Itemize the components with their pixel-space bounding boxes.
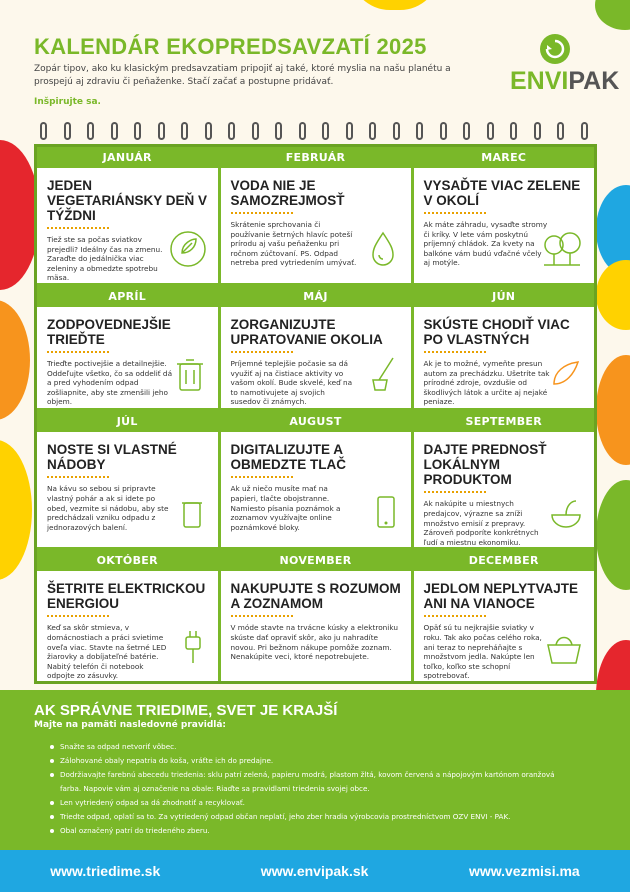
rule-item: Triedte odpad, oplatí sa to. Za vytriedený odpad občan neplatí, jeho zber hradia výrobcovia prostredníctvom OZV ENVI - PAK. — [50, 810, 570, 824]
month-card-april — [37, 286, 218, 409]
calendar-ring — [322, 122, 329, 140]
cup-icon — [178, 493, 208, 533]
tip-text: Opäť sú tu nejkrajšie sviatky v roku. Tak ako počas celého roka, ani teraz to nepreháňajte s množstvom jedla. Nakúpte len toľko, koľko ste schopní spotrebovať. — [423, 623, 542, 681]
tip-text: Skrátenie sprchovania či používanie šetrných hlavíc poteší prírodu aj vašu peňaženku pri ročnom zúčtovaní. PS. Odpad netreba pred vytriedením umývať. — [230, 220, 357, 268]
inspire-text: Inšpirujte sa. — [34, 97, 101, 107]
recycle-icon — [540, 34, 570, 64]
divider — [424, 212, 486, 214]
divider — [47, 615, 109, 617]
calendar-rings — [40, 122, 592, 142]
divider — [424, 491, 486, 493]
calendar-ring — [181, 122, 188, 140]
rule-item: Len vytriedený odpad sa dá zhodnotiť a recyklovať. — [50, 796, 570, 810]
tip-title: ZODPOVEDNEJŠIE TRIEĎTE — [47, 316, 171, 347]
tip-text: V móde stavte na trvácne kúsky a elektroniku skúste dať opraviť skôr, ako ju nahradíte novou. Pri bežnom nákupe pomôže zoznam. Nenakúpite veci, ktoré nepotrebujete. — [230, 623, 398, 662]
page-title: KALENDÁR EKOPREDSAVZATÍ 2025 — [34, 34, 427, 59]
trees-icon — [540, 229, 584, 269]
month-card-december — [414, 550, 595, 681]
rules-list — [50, 740, 570, 838]
deco-circle-orange-right — [596, 355, 630, 465]
divider — [47, 351, 109, 353]
calendar-ring — [111, 122, 118, 140]
month-label: MÁJ — [221, 286, 411, 307]
rule-item: Obal označený patrí do triedeného zberu. — [50, 824, 570, 838]
month-card-june — [414, 286, 595, 409]
calendar-ring — [87, 122, 94, 140]
month-card-january — [37, 147, 218, 283]
month-label: MAREC — [414, 147, 595, 168]
month-card-may — [221, 286, 411, 409]
tip-title: NOSTE SI VLASTNÉ NÁDOBY — [47, 442, 177, 473]
divider — [231, 212, 293, 214]
tip-title: VYSAĎTE VIAC ZELENE V OKOLÍ — [423, 178, 581, 208]
calendar-ring — [416, 122, 423, 140]
calendar-ring — [134, 122, 141, 140]
month-card-march — [414, 147, 595, 283]
divider — [231, 615, 293, 617]
month-label: DECEMBER — [414, 550, 595, 571]
tip-title: SKÚSTE CHODIŤ VIAC PO VLASTNÝCH — [423, 316, 570, 347]
basket-icon — [544, 627, 584, 667]
month-card-february — [221, 147, 411, 283]
tip-text: Tiež ste sa počas sviatkov prejedli? Ideálny čas na zmenu. Zaraďte do jedálnička viac zeleniny a obmedzte spotrebu mäsa. — [47, 235, 163, 283]
divider — [231, 476, 293, 478]
month-card-july — [37, 411, 218, 547]
link-triedime[interactable]: www.triedime.sk — [50, 863, 161, 879]
deco-circle-yellow-left — [0, 440, 32, 580]
calendar-grid — [34, 144, 597, 684]
deco-circle-orange-left — [0, 300, 30, 420]
phone-icon — [371, 493, 401, 533]
calendar-ring — [369, 122, 376, 140]
intro-text: Zopár tipov, ako ku klasickým predsavzatiam pripojiť aj také, ktoré myslia na našu planétu a prospejú aj zdraviu či peňaženke. Stačí začať a postupne pridávať. — [34, 64, 451, 87]
deco-circle-green — [595, 0, 630, 30]
shoe-icon — [548, 354, 584, 394]
footer-links — [0, 850, 630, 892]
tip-title: VODA NIE JE SAMOZREJMOSŤ — [230, 178, 345, 208]
tip-title: NAKUPUJTE S ROZUMOM A ZOZNAMOM — [230, 581, 401, 612]
tip-text: Ak je to možné, vymeňte presun autom za prechádzku. Ušetríte tak prírodné zdroje, ovzdušie od škodlivých látok a určite aj nejaké peniaze. — [423, 358, 550, 407]
deco-circle-yellow — [350, 0, 440, 10]
calendar-ring — [158, 122, 165, 140]
deco-circle-green-right — [596, 480, 630, 590]
tip-title: ZORGANIZUJTE UPRATOVANIE OKOLIA — [230, 316, 383, 347]
divider — [47, 227, 109, 229]
plug-icon — [178, 627, 208, 667]
calendar-ring — [534, 122, 541, 140]
tip-text: Ak už niečo musíte mať na papieri, tlačte obojstranne. Namiesto písania poznámok a zoznamov využívajte online poznámkové bloky. — [230, 484, 341, 532]
tip-text: Ak nakúpite u miestnych predajcov, výrazne sa zníži množstvo emisií z prepravy. Zároveň podporíte konkrétnych ľudí a miestnu ekonomiku. — [423, 499, 539, 547]
month-label: JÚL — [37, 411, 218, 432]
rules-heading: AK SPRÁVNE TRIEDIME, SVET JE KRAJŠÍ — [34, 702, 338, 719]
calendar-ring — [487, 122, 494, 140]
rule-item: Dodržiavajte farebnú abecedu triedenia: sklu patrí zelená, papieru modrá, plastom žltá, kovom červená a nápojovým kartónom oranžová farba. Napovie vám aj označenie na obale: Riaďte sa pravidlami triedenia svojej obce. — [50, 768, 570, 796]
calendar-ring — [393, 122, 400, 140]
tip-text: Keď sa skôr stmieva, v domácnostiach a práci svietime oveľa viac. Stavte na šetrné LED žiarovky a dobíjateľné batérie. Nabitý telefón či notebook odpojte zo zásuvky. — [47, 623, 167, 681]
month-label: APRÍL — [37, 286, 218, 307]
tip-title: ŠETRITE ELEKTRICKOU ENERGIOU — [47, 581, 206, 612]
divider — [231, 351, 293, 353]
calendar-ring — [463, 122, 470, 140]
month-card-november — [221, 550, 411, 681]
month-label: OKTÓBER — [37, 550, 218, 571]
calendar-ring — [581, 122, 588, 140]
month-card-august — [221, 411, 411, 547]
logo-text-pak: PAK — [568, 67, 620, 95]
tip-text: Príjemné teplejšie počasie sa dá využiť aj na čistiace aktivity vo vašom okolí. Bude skvelé, keď na to namotivujete aj svojich susedov či známych. — [230, 358, 353, 407]
month-label: JANUÁR — [37, 147, 218, 168]
tip-text: Ak máte záhradu, vysaďte stromy či kríky. V lete vám poskytnú príjemný chládok. Za kvety na balkóne vám budú vďačné včely aj motýle. — [423, 220, 548, 268]
deco-circle-yellow-right — [596, 260, 630, 330]
divider — [424, 615, 486, 617]
calendar-ring — [252, 122, 259, 140]
calendar-ring — [299, 122, 306, 140]
logo-text-envi: ENVI — [510, 67, 569, 95]
tip-title: DAJTE PREDNOSŤ LOKÁLNYM PRODUKTOM — [423, 442, 547, 488]
calendar-ring — [510, 122, 517, 140]
tip-text: Na kávu so sebou si pripravte vlastný pohár a ak si idete po obed, vezmite si nádobu, aby ste predchádzali vzniku odpadu z jednorazových balení. — [47, 484, 169, 532]
month-label: JÚN — [414, 286, 595, 307]
rules-subheading: Majte na pamäti nasledovné pravidlá: — [34, 720, 227, 730]
calendar-ring — [557, 122, 564, 140]
month-label: SEPTEMBER — [414, 411, 595, 432]
rule-item: Snažte sa odpad netvoriť vôbec. — [50, 740, 570, 754]
rule-item: Zálohované obaly nepatria do koša, vráťte ich do predajne. — [50, 754, 570, 768]
tip-title: JEDEN VEGETARIÁNSKY DEŇ V TÝŽDNI — [47, 178, 208, 223]
leaf-hand-icon — [168, 229, 208, 269]
divider — [47, 476, 109, 478]
envipak-logo — [510, 34, 620, 96]
calendar-ring — [346, 122, 353, 140]
month-card-october — [37, 550, 218, 681]
water-drop-icon — [365, 229, 401, 269]
calendar-ring — [40, 122, 47, 140]
month-label: NOVEMBER — [221, 550, 411, 571]
month-card-september — [414, 411, 595, 547]
rake-icon — [365, 354, 401, 394]
tip-text: Trieďte poctivejšie a detailnejšie. Oddeľujte všetko, čo sa oddeliť dá a pred vyhodením odpad zošliapnite, aby ste zmenšili jeho objem. — [47, 358, 173, 407]
calendar-ring — [64, 122, 71, 140]
calendar-ring — [440, 122, 447, 140]
calendar-ring — [228, 122, 235, 140]
divider — [424, 351, 486, 353]
tip-title: DIGITALIZUJTE A OBMEDZTE TLAČ — [230, 442, 346, 473]
tip-title: JEDLOM NEPLYTVAJTE ANI NA VIANOCE — [423, 581, 579, 612]
link-envipak[interactable]: www.envipak.sk — [260, 863, 369, 879]
calendar-ring — [205, 122, 212, 140]
bowl-icon — [548, 493, 584, 533]
month-label: FEBRUÁR — [221, 147, 411, 168]
logo-wordmark — [510, 67, 620, 96]
bin-icon — [172, 354, 208, 394]
calendar-ring — [275, 122, 282, 140]
month-label: AUGUST — [221, 411, 411, 432]
link-vezmisi[interactable]: www.vezmisi.ma — [468, 863, 580, 879]
